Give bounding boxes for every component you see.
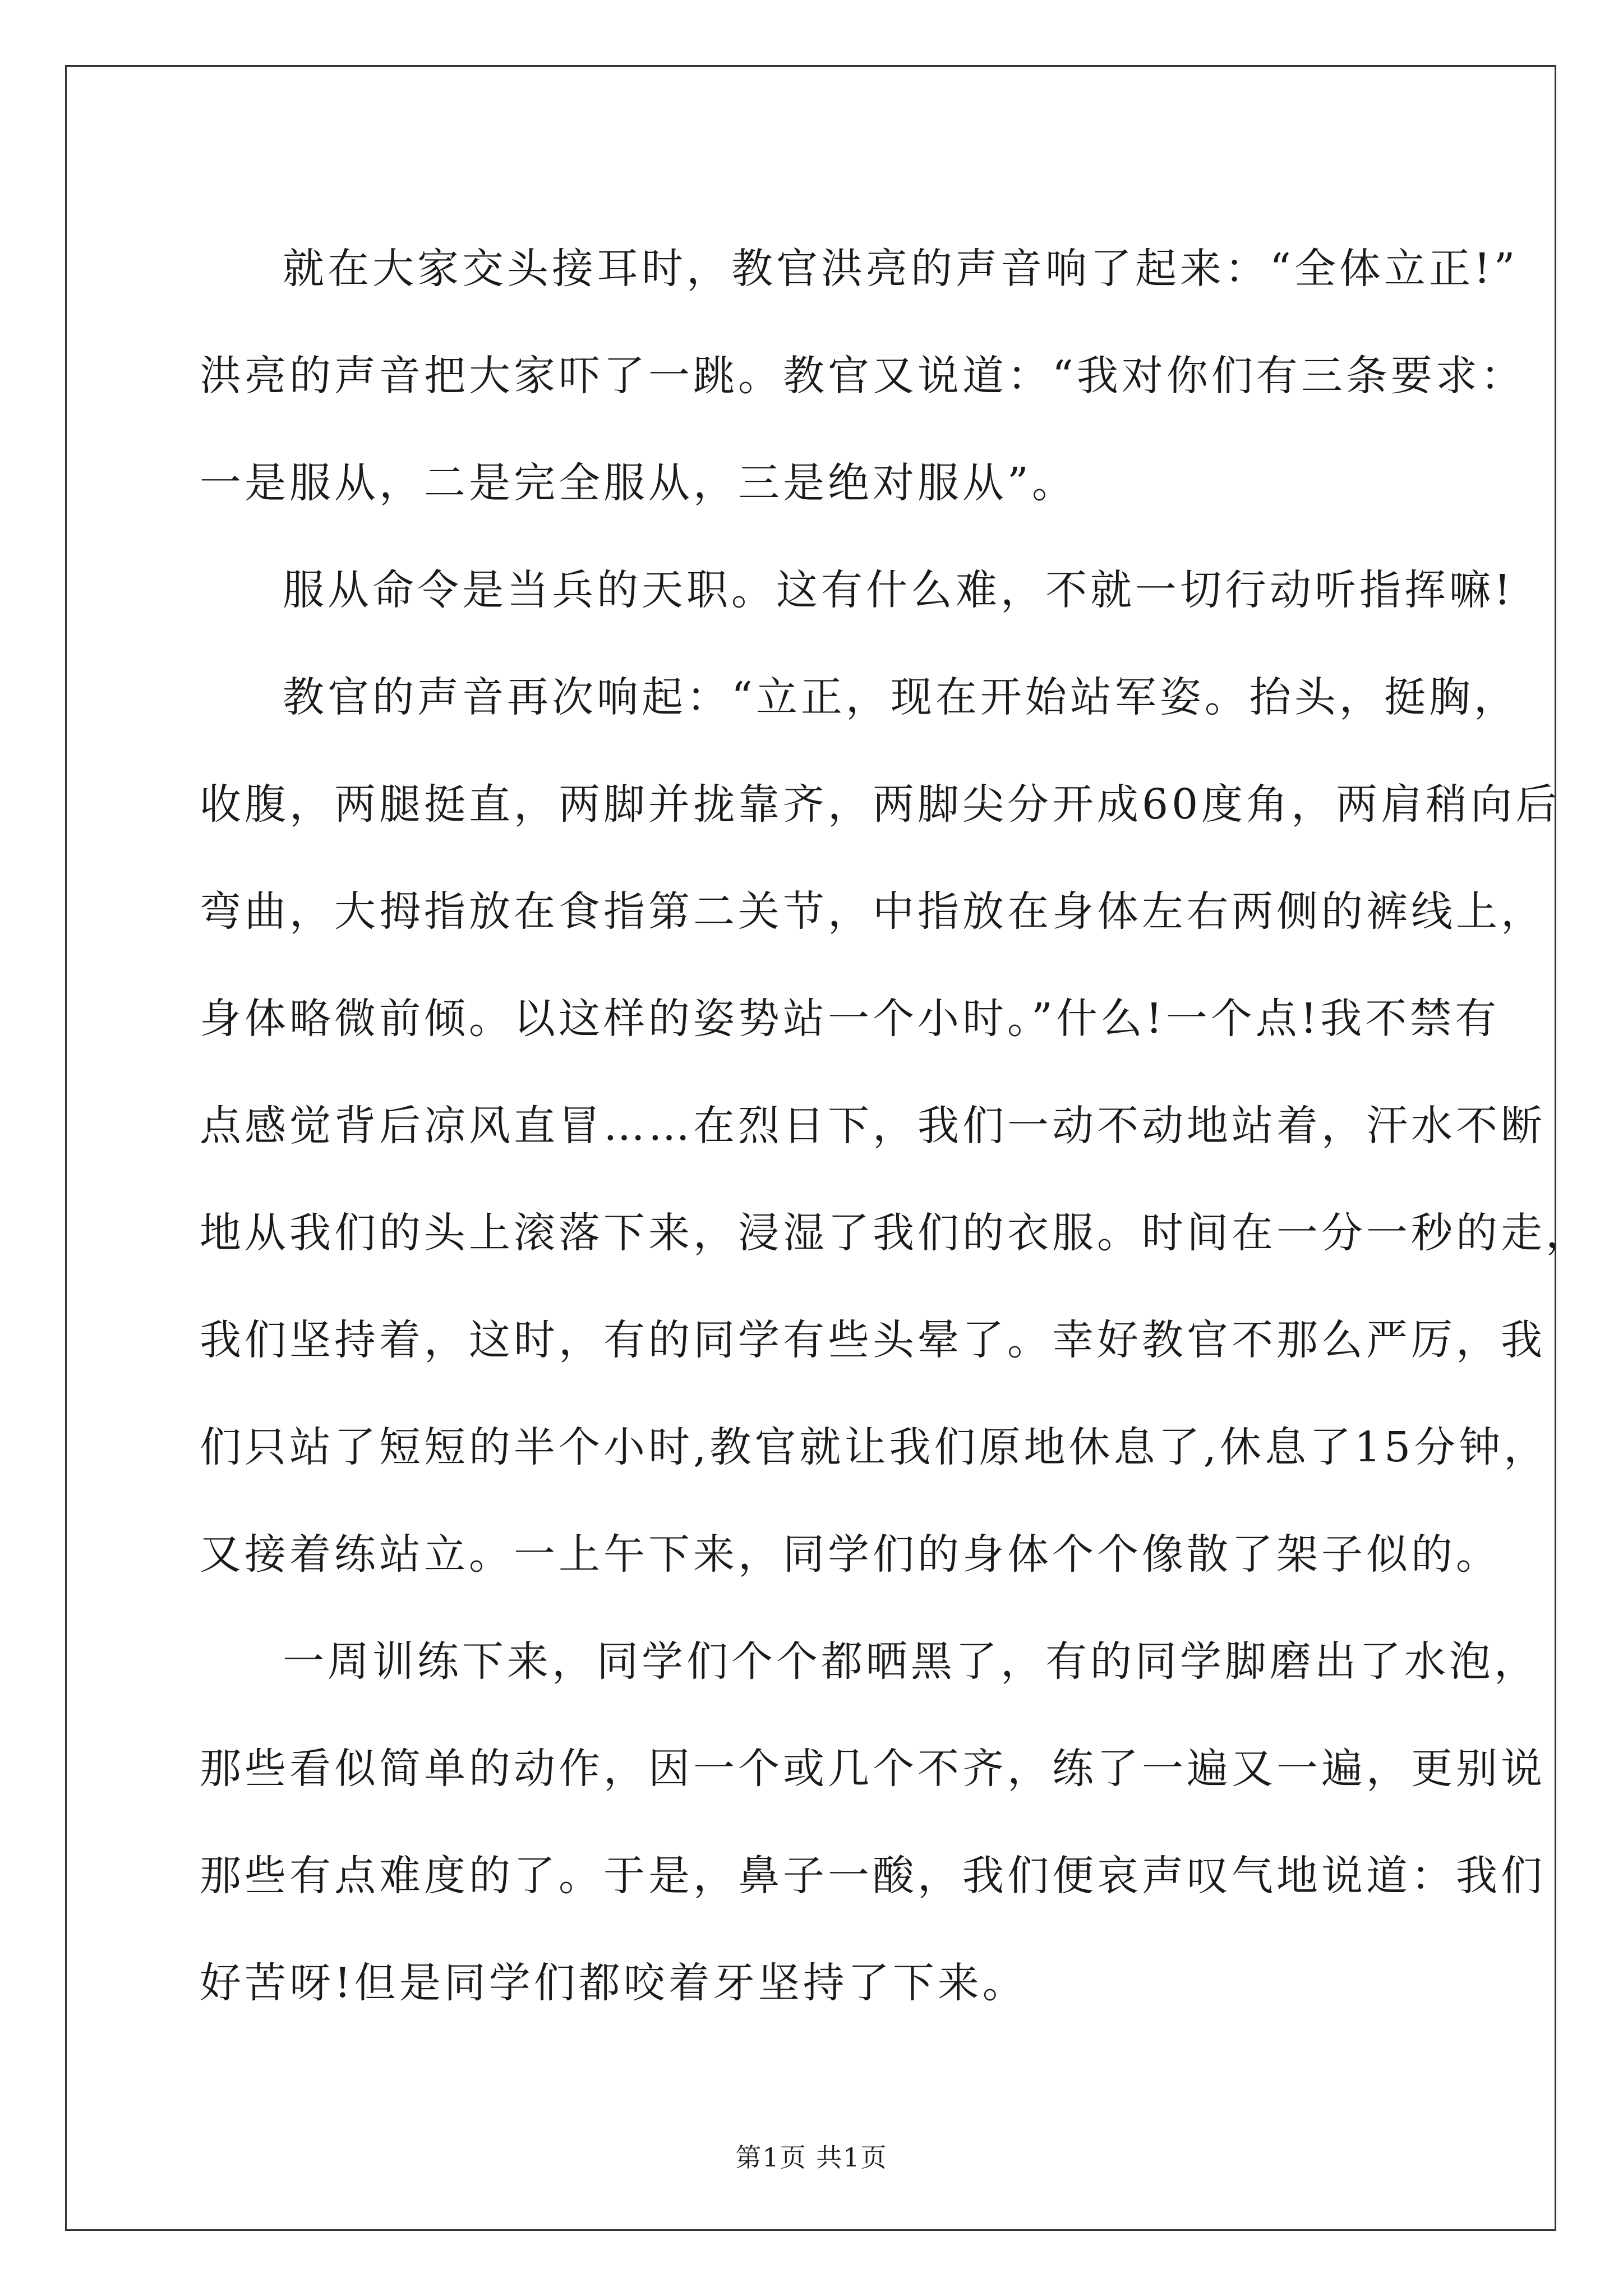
- paragraph: [200, 1608, 1546, 2037]
- text-line: 那些有点难度的了。于是，鼻子一酸，我们便哀声叹气地说道：我们: [200, 1852, 1546, 1900]
- text-line: 身体略微前倾。以这样的姿势站一个小时。”什么!一个点!我不禁有: [200, 995, 1500, 1043]
- text-line: 那些看似简单的动作，因一个或几个不齐，练了一遍又一遍，更别说: [200, 1745, 1546, 1793]
- text-line: 服从命令是当兵的天职。这有什么难，不就一切行动听指挥嘛!: [283, 566, 1514, 614]
- text-line: 我们坚持着，这时，有的同学有些头晕了。幸好教官不那么严厉，我: [200, 1316, 1546, 1364]
- text-line: 就在大家交头接耳时，教官洪亮的声音响了起来：“全体立正!”: [283, 245, 1519, 293]
- text-line: 一周训练下来，同学们个个都晒黑了，有的同学脚磨出了水泡，: [283, 1637, 1539, 1686]
- text-line: 教官的声音再次响起：“立正，现在开始站军姿。抬头，挺胸，: [283, 673, 1519, 721]
- paragraph: [200, 215, 1525, 537]
- text-line: 洪亮的声音把大家吓了一跳。教官又说道：“我对你们有三条要求：: [200, 352, 1525, 400]
- text-line: 弯曲，大拇指放在食指第二关节，中指放在身体左右两侧的裤线上，: [200, 887, 1546, 936]
- text-line: 点感觉背后凉风直冒……在烈日下，我们一动不动地站着，汗水不断: [200, 1102, 1546, 1150]
- paragraph: [200, 537, 1514, 644]
- text-line: 好苦呀!但是同学们都咬着牙坚持了下来。: [200, 1959, 1027, 2007]
- text-line: 一是服从，二是完全服从，三是绝对服从”。: [200, 459, 1077, 507]
- text-line: 收腹，两腿挺直，两脚并拢靠齐，两脚尖分开成60度角，两肩稍向后: [200, 780, 1561, 829]
- paragraph: [200, 644, 1590, 1608]
- text-line: 又接着练站立。一上午下来，同学们的身体个个像散了架子似的。: [200, 1530, 1501, 1579]
- document-body: [200, 215, 1590, 2037]
- page-number-footer: 第1页 共1页: [735, 2142, 888, 2173]
- text-line: 地从我们的头上滚落下来，浸湿了我们的衣服。时间在一分一秒的走，: [200, 1209, 1590, 1257]
- text-line: 们只站了短短的半个小时,教官就让我们原地休息了,休息了15分钟，: [200, 1423, 1549, 1471]
